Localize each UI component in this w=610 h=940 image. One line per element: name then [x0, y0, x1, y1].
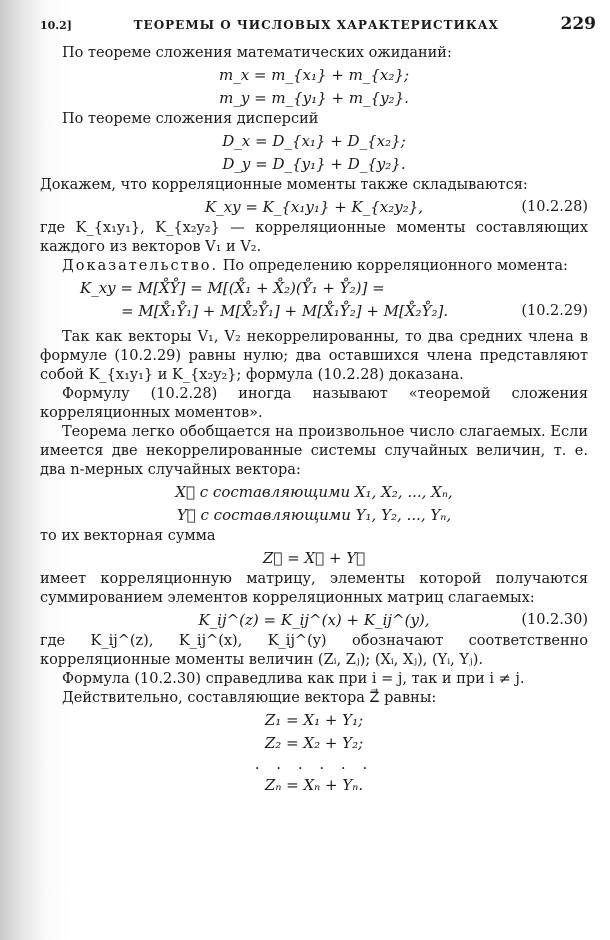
- paragraph-8: Теорема легко обобщается на произвольное число слагаемых. Если имеется две некоррелированные системы случайных величин, т. е. два n-мерных случайных вектора:: [40, 424, 588, 478]
- running-title: ТЕОРЕМЫ О ЧИСЛОВЫХ ХАРАКТЕРИСТИКАХ: [133, 18, 499, 32]
- paragraph-7: Формулу (10.2.28) иногда называют «теоремой сложения корреляционных моментов».: [40, 386, 588, 421]
- equation-mx: m_x = m_{x₁} + m_{x₂};: [218, 66, 409, 84]
- paragraph-6: Так как векторы V₁, V₂ некоррелированны, то два средних члена в формуле (10.2.29) равны нулю; два оставшихся члена представляют собой K_{x₁y₁} и K_{x₂y₂}; формула (10.2.28) доказана.: [40, 329, 588, 383]
- proof-intro: По определению корреляционного момента:: [222, 258, 568, 274]
- equation-vector-x: X⃗ с составляющими X₁, X₂, ..., Xₙ,: [175, 483, 453, 501]
- paragraph-3: Докажем, что корреляционные моменты также складываются:: [40, 177, 528, 193]
- equation-10-2-28: K_xy = K_{x₁y₁} + K_{x₂y₂}, (10.2.28): [204, 198, 588, 216]
- equation-z2: Z₂ = X₂ + Y₂;: [264, 734, 364, 752]
- paragraph-9: то их векторная сумма: [40, 528, 216, 544]
- page-header: [40, 14, 596, 38]
- equation-z1: Z₁ = X₁ + Y₁;: [264, 711, 364, 729]
- equation-zn: Zₙ = Xₙ + Yₙ.: [264, 776, 364, 794]
- ellipsis-row: . . . . . .: [254, 755, 374, 773]
- equation-my: m_y = m_{y₁} + m_{y₂}.: [219, 89, 409, 107]
- equation-dx: D_x = D_{x₁} + D_{x₂};: [222, 132, 406, 150]
- proof-label: Доказательство.: [62, 258, 219, 274]
- equation-number: (10.2.30): [521, 612, 588, 628]
- equation-number: (10.2.29): [521, 303, 588, 319]
- equation-vector-y: Y⃗ с составляющими Y₁, Y₂, ..., Yₙ,: [176, 506, 452, 524]
- paragraph-12: Формула (10.2.30) справедлива как при i = j, так и при i ≠ j.: [62, 671, 525, 687]
- equation-number: (10.2.28): [521, 199, 588, 215]
- equation-10-2-30: K_ij^(z) = K_ij^(x) + K_ij^(y), (10.2.30): [198, 611, 588, 629]
- paragraph-4: где K_{x₁y₁}, K_{x₂y₂} — корреляционные моменты составляющих каждого из векторов V₁ и V₂.: [40, 220, 588, 255]
- equation-10-2-29: = M[X̊₁Y̊₁] + M[X̊₂Y̊₁] + M[X̊₁Y̊₂] + M[X̊₂Y̊₂]. (10.2.29): [121, 302, 588, 320]
- paragraph-11: где K_ij^(z), K_ij^(x), K_ij^(y) обозначают соответственно корреляционные моменты величин (Zᵢ, Zⱼ); (Xᵢ, Xⱼ), (Yᵢ, Yⱼ).: [40, 633, 588, 668]
- paragraph-13: Действительно, составляющие вектора Z⃗ равны:: [62, 690, 437, 706]
- page-number: 229: [560, 14, 596, 34]
- equation-kxy-definition: K_xy = M[X̊Y̊] = M[(X̊₁ + X̊₂)(Y̊₁ + Y̊₂)] =: [80, 279, 385, 297]
- paragraph-10: имеет корреляционную матрицу, элементы которой получаются суммированием элементов корреляционных матриц слагаемых:: [40, 571, 588, 606]
- page-content: [40, 44, 588, 797]
- paragraph-2: По теореме сложения дисперсий: [62, 111, 319, 127]
- section-number: 10.2]: [40, 19, 72, 32]
- paragraph-5: [40, 257, 588, 276]
- equation-dy: D_y = D_{y₁} + D_{y₂}.: [222, 155, 406, 173]
- equation-vector-sum: Z⃗ = X⃗ + Y⃗: [262, 549, 366, 567]
- paragraph-1: По теореме сложения математических ожиданий:: [62, 45, 452, 61]
